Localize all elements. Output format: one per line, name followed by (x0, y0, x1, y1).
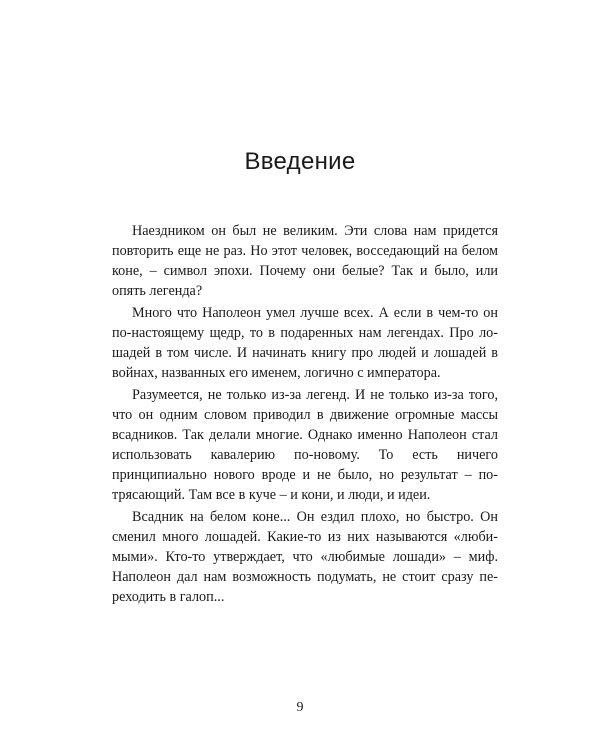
paragraph-3: Разумеется, не только из-за легенд. И не только из-за того, что он одним словом приводил в движение огромные массы всадников. Так делали многие. Однако именно Наполеон стал использовать кавалерию по-новому. То есть ничего принципиально нового вроде и не было, но результат – потрясающий. Там все в куче – и кони, и люди, и идеи. (112, 387, 498, 503)
body-text (112, 221, 498, 607)
paragraph-2: Много что Наполеон умел лучше всех. А если в чем-то он по-настоящему щедр, то в подаренных нам легендах. Про лошадей в том числе. И начинать книгу про людей и лошадей в войнах, названных его именем, логично с императора. (112, 305, 498, 381)
paragraph-4: Всадник на белом коне... Он ездил плохо, но быстро. Он сменил много лошадей. Какие-то из них называются «любимыми». Кто-то утверждает, что «любимые лошади» – миф. Наполеон дал нам возможность подумать, не стоит сразу переходить в галоп... (112, 509, 498, 605)
page-number: 9 (296, 700, 304, 715)
paragraph-1: Наездником он был не великим. Эти слова нам придется повторить еще не раз. Но этот человек, восседающий на белом коне, – символ эпохи. Почему они белые? Так и было, или опять легенда? (112, 223, 498, 299)
chapter-title: Введение (244, 148, 356, 175)
